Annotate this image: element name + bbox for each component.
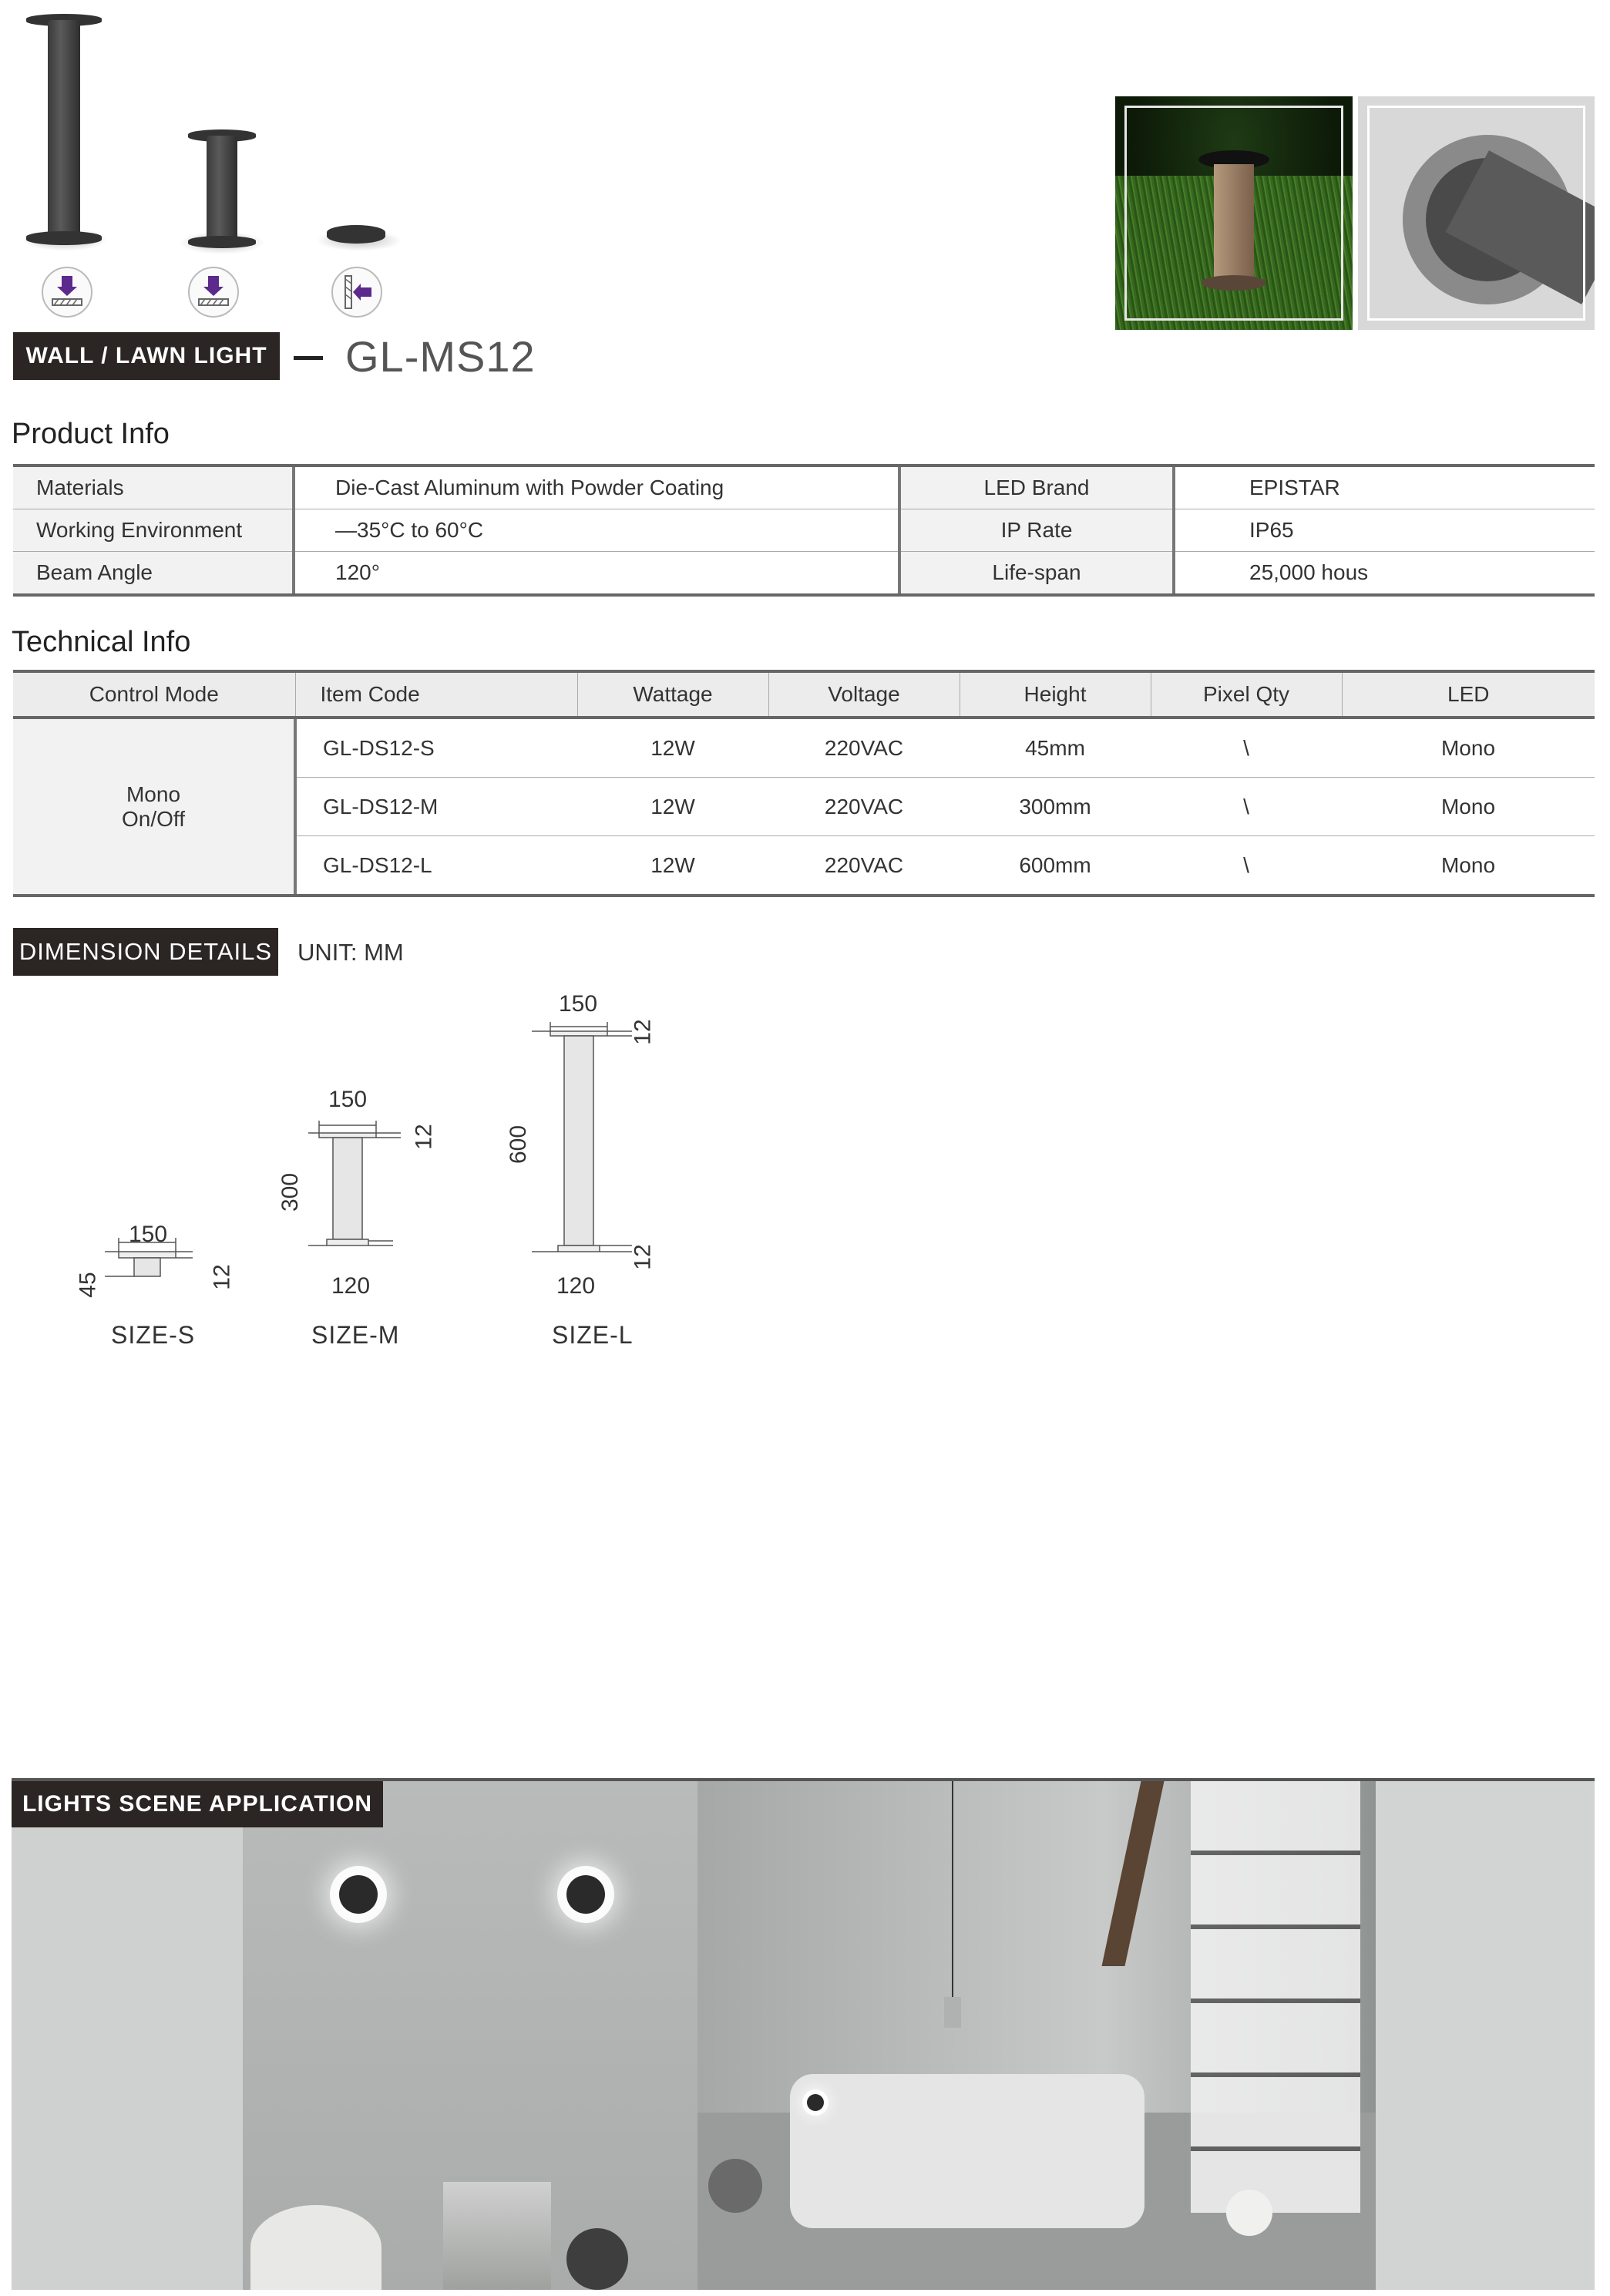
info-key: Materials xyxy=(13,466,294,509)
info-key: LED Brand xyxy=(899,466,1174,509)
size-m-height-dim: 300 xyxy=(277,1172,304,1212)
size-l-top-dim: 150 xyxy=(559,991,598,1017)
title-dash xyxy=(294,356,323,360)
info-value: EPISTAR xyxy=(1174,466,1595,509)
info-value: 120° xyxy=(294,552,899,596)
size-s-height-dim: 45 xyxy=(75,1272,101,1298)
wall-light-3 xyxy=(807,2094,824,2111)
category-tag: WALL / LAWN LIGHT xyxy=(13,332,280,380)
size-s-top-dim: 150 xyxy=(129,1222,168,1247)
wattage: 12W xyxy=(577,718,768,778)
ground-mount-icon xyxy=(42,267,92,318)
wattage: 12W xyxy=(577,778,768,836)
info-value: Die-Cast Aluminum with Powder Coating xyxy=(294,466,899,509)
table-row xyxy=(13,718,1595,778)
height: 600mm xyxy=(960,836,1151,896)
column-header: Wattage xyxy=(577,671,768,718)
voltage: 220VAC xyxy=(768,836,960,896)
wall-mount-icon xyxy=(331,267,382,318)
scene-application-tag: LIGHTS SCENE APPLICATION xyxy=(12,1781,383,1827)
control-mode-line1: Mono xyxy=(126,782,181,806)
product-info-title: Product Info xyxy=(12,418,170,450)
item-code: GL-DS12-L xyxy=(295,836,577,896)
technical-info-title: Technical Info xyxy=(12,626,191,658)
size-m-label: SIZE-M xyxy=(311,1321,400,1349)
info-value: IP65 xyxy=(1174,509,1595,552)
model-number: GL-MS12 xyxy=(345,332,536,381)
info-value: —35°C to 60°C xyxy=(294,509,899,552)
voltage: 220VAC xyxy=(768,718,960,778)
info-key: Beam Angle xyxy=(13,552,294,596)
table-row xyxy=(13,466,1595,509)
size-l-drawing xyxy=(524,1014,663,1269)
voltage: 220VAC xyxy=(768,778,960,836)
size-s-plate-dim: 12 xyxy=(209,1264,235,1290)
product-photo-detail xyxy=(1358,96,1595,330)
size-m-top-dim: 150 xyxy=(328,1087,368,1112)
column-header: Height xyxy=(960,671,1151,718)
led: Mono xyxy=(1342,836,1595,896)
scene-application-image xyxy=(12,1781,1595,2290)
item-code: GL-DS12-S xyxy=(295,718,577,778)
column-header: Item Code xyxy=(295,671,577,718)
column-header: Voltage xyxy=(768,671,960,718)
column-header: Pixel Qty xyxy=(1151,671,1342,718)
size-l-plate-dim: 12 xyxy=(630,1019,656,1045)
led: Mono xyxy=(1342,778,1595,836)
info-key: IP Rate xyxy=(899,509,1174,552)
size-m-plate-dim: 12 xyxy=(411,1124,437,1150)
column-header: Control Mode xyxy=(13,671,295,718)
table-row xyxy=(13,509,1595,552)
ground-mount-icon xyxy=(188,267,239,318)
size-s-label: SIZE-S xyxy=(111,1321,196,1349)
info-key: Life-span xyxy=(899,552,1174,596)
wall-light-1 xyxy=(339,1875,378,1914)
size-l-plate-bottom-dim: 12 xyxy=(630,1244,656,1270)
dimension-details-tag: DIMENSION DETAILS xyxy=(13,928,278,976)
unit-label: UNIT: MM xyxy=(297,939,404,966)
column-header: LED xyxy=(1342,671,1595,718)
size-l-base-dim: 120 xyxy=(556,1273,596,1299)
pixel-qty: \ xyxy=(1151,718,1342,778)
info-key: Working Environment xyxy=(13,509,294,552)
product-info-table xyxy=(13,464,1595,597)
height: 300mm xyxy=(960,778,1151,836)
wattage: 12W xyxy=(577,836,768,896)
info-value: 25,000 hous xyxy=(1174,552,1595,596)
pixel-qty: \ xyxy=(1151,778,1342,836)
control-mode-cell xyxy=(13,718,295,896)
height: 45mm xyxy=(960,718,1151,778)
technical-info-table xyxy=(13,670,1595,897)
table-header-row xyxy=(13,671,1595,718)
pixel-qty: \ xyxy=(1151,836,1342,896)
item-code: GL-DS12-M xyxy=(295,778,577,836)
table-row xyxy=(13,552,1595,596)
control-mode-line2: On/Off xyxy=(122,806,185,831)
size-l-height-dim: 600 xyxy=(506,1124,532,1165)
product-photo-lawn xyxy=(1115,96,1353,330)
size-l-label: SIZE-L xyxy=(552,1321,634,1349)
wall-light-2 xyxy=(566,1875,605,1914)
size-m-base-dim: 120 xyxy=(331,1273,371,1299)
size-m-drawing xyxy=(293,1110,416,1264)
led: Mono xyxy=(1342,718,1595,778)
